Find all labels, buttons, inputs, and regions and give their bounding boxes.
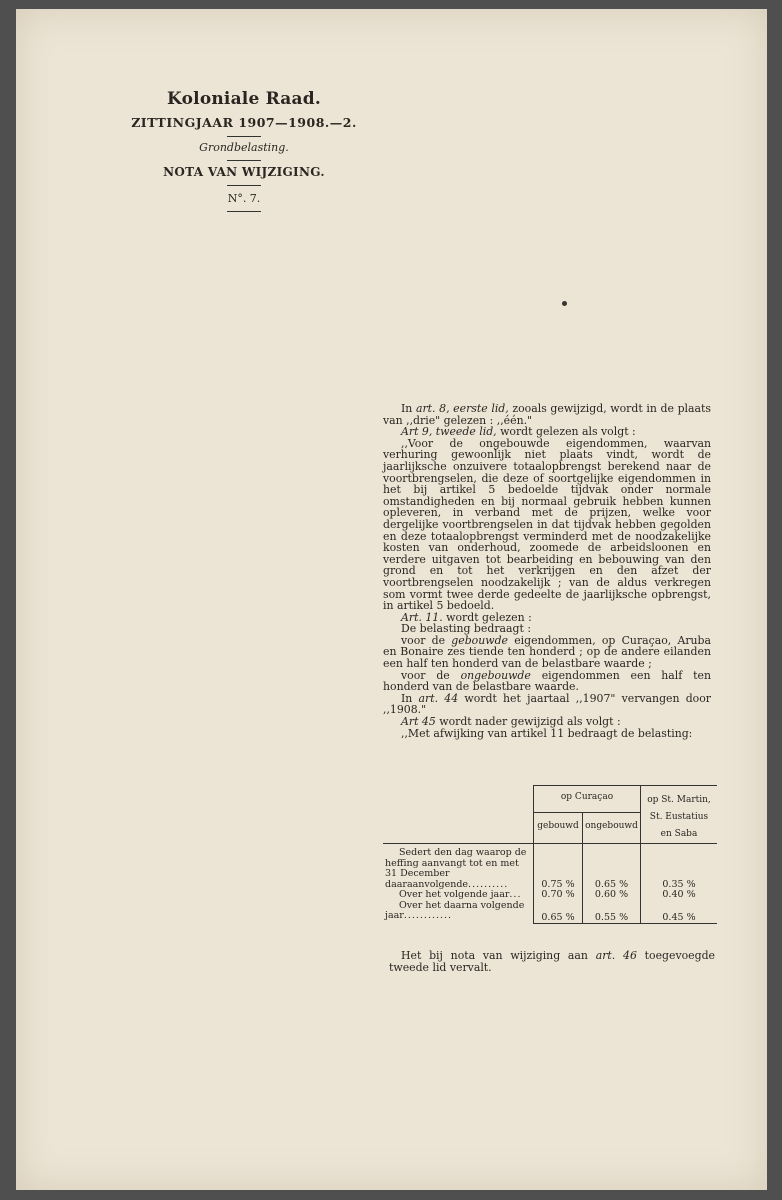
cell-other: 0.45 % <box>641 901 718 924</box>
header-title: Koloniale Raad. <box>167 89 321 109</box>
header-subject: Grondbelasting. <box>199 141 289 154</box>
header-rule <box>227 185 261 186</box>
paragraph: Art. 11. wordt gelezen : <box>401 610 532 624</box>
table-header-row <box>383 786 717 813</box>
paragraph: voor de ongebouwde eigendommen een half ten honderd van de belastbare waarde. <box>383 668 711 694</box>
ink-speck <box>562 301 567 306</box>
row-label: Over het daarna volgende jaar............ <box>385 899 525 921</box>
cell-ongebouwd: 0.60 % <box>583 890 641 901</box>
group-header-curacao: op Curaçao <box>534 786 641 813</box>
row-label: Over het volgende jaar... <box>399 889 522 900</box>
closing-paragraph: Het bij nota van wijziging aan art. 46 toegevoegde tweede lid vervalt. <box>389 949 715 974</box>
table-row <box>383 844 717 891</box>
tax-rate-table <box>383 785 717 924</box>
cell-gebouwd: 0.65 % <box>534 901 583 924</box>
header-rule <box>227 160 261 161</box>
cell-ongebouwd: 0.65 % <box>583 844 641 891</box>
paragraph: Art 45 wordt nader gewijzigd als volgt : <box>401 715 621 729</box>
document-header <box>124 89 364 216</box>
paragraph: ,,Voor de ongebouwde eigendommen, waarvan verhuring gewoonlijk niet plaats vindt, wordt de jaarlijksche onzuivere totaalopbrengst berekend naar de voortbrengselen, die deze of soortgelijke eigendommen in het bij artikel 5 bedoelde tijdvak onder normale omstandigheden en bij normaal gebruik hebben kunnen opleveren, in verband met de prijzen, welke voor dergelijke voortbrengselen in dat tijdvak hebben gegolden en deze totaalopbrengst verminderd met de noodzakelijke kosten van onderhoud, zoomede de arbeidsloonen en verdere uitgaven tot bearbeiding en bebouwing van den grond en tot het verkrijgen en den afzet der voortbrengselen noodzakelijk ; van de aldus verkregen som vormt twee derde gedeelte de jaarlijksche opbrengst, in artikel 5 bedoeld. <box>383 436 711 613</box>
header-rule <box>227 136 261 137</box>
paragraph: voor de gebouwde eigendommen, op Curaçao, Aruba en Bonaire zes tiende ten honderd ; op de andere eilanden een half ten honderd van de belastbare waarde ; <box>383 633 712 671</box>
cell-gebouwd: 0.75 % <box>534 844 583 891</box>
group-header-other-islands: op St. Martin, St. Eustatius en Saba <box>641 786 718 844</box>
row-label: Sedert den dag waarop de heffing aanvangt tot en met 31 December daaraanvolgende.......... <box>385 847 527 890</box>
cell-gebouwd: 0.70 % <box>534 890 583 901</box>
paragraph: Art 9, tweede lid, wordt gelezen als volgt : <box>401 425 636 439</box>
col-header-ongebouwd: ongebouwd <box>583 812 641 843</box>
cell-other: 0.35 % <box>641 844 718 891</box>
paragraph: De belasting bedraagt : <box>401 622 531 636</box>
paragraph: In art. 44 wordt het jaartaal ,,1907" vervangen door ,,1908." <box>383 691 712 717</box>
header-nota: NOTA VAN WIJZIGING. <box>163 165 325 179</box>
paragraph: ,,Met afwijking van artikel 11 bedraagt de belasting: <box>401 726 693 740</box>
header-rule <box>227 211 261 212</box>
table-row <box>383 901 717 924</box>
paragraph: In art. 8, eerste lid, zooals gewijzigd, wordt in de plaats van ,,drie" gelezen : ,,één." <box>383 402 711 427</box>
cell-ongebouwd: 0.55 % <box>583 901 641 924</box>
header-number: N°. 7. <box>227 192 261 205</box>
amendment-text <box>383 403 711 739</box>
col-header-gebouwd: gebouwd <box>534 812 583 843</box>
cell-other: 0.40 % <box>641 890 718 901</box>
header-session: ZITTINGJAAR 1907—1908.—2. <box>131 115 357 130</box>
